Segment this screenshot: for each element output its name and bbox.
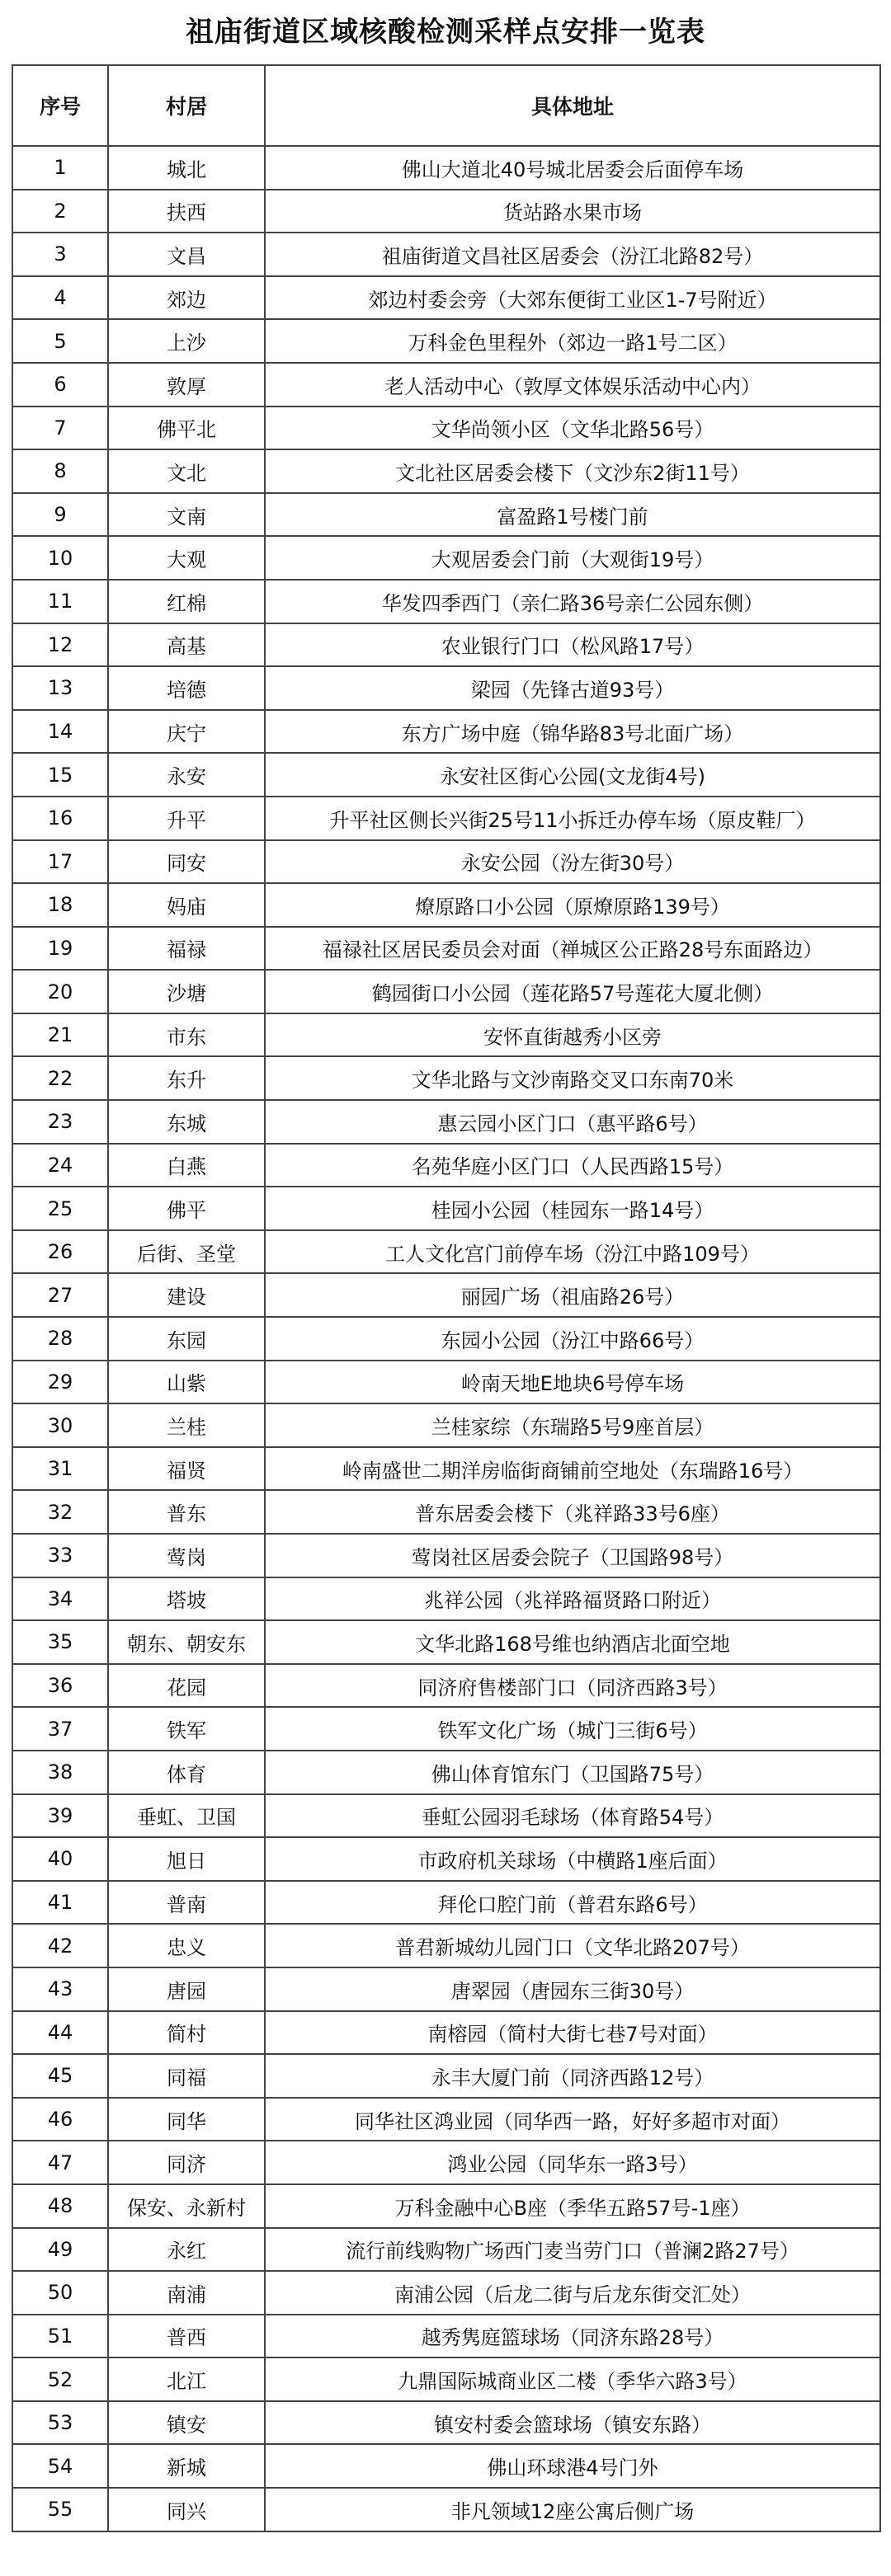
table-row [12, 276, 880, 320]
row-number-cell: 52 [12, 2357, 108, 2401]
row-number-cell: 39 [12, 1794, 108, 1838]
row-number-cell: 45 [12, 2054, 108, 2098]
table-row [12, 190, 880, 233]
row-number-cell: 9 [12, 493, 108, 537]
table-row [12, 363, 880, 407]
address-cell: 祖庙街道文昌社区居委会（汾江北路82号） [265, 233, 880, 276]
page-title: 祖庙街道区域核酸检测采样点安排一览表 [186, 16, 705, 49]
address-cell: 莺岗社区居委会院子（卫国路98号） [265, 1534, 880, 1577]
table-row [12, 666, 880, 710]
village-cell: 简村 [108, 2011, 265, 2055]
sampling-sites-table [12, 64, 881, 2532]
village-cell: 福贤 [108, 1447, 265, 1491]
address-cell: 文华尚领小区（文华北路56号） [265, 407, 880, 450]
address-cell: 大观居委会门前（大观街19号） [265, 536, 880, 580]
village-cell: 北江 [108, 2357, 265, 2401]
row-number-cell: 17 [12, 840, 108, 884]
row-number-cell: 50 [12, 2271, 108, 2315]
village-cell: 建设 [108, 1273, 265, 1317]
village-cell: 高基 [108, 623, 265, 667]
address-cell: 名苑华庭小区门口（人民西路15号） [265, 1144, 880, 1187]
village-cell: 旭日 [108, 1837, 265, 1881]
row-number-cell: 53 [12, 2401, 108, 2445]
village-cell: 花园 [108, 1664, 265, 1708]
village-cell: 垂虹、卫国 [108, 1794, 265, 1838]
table-row [12, 1664, 880, 1708]
address-cell: 垂虹公园羽毛球场（体育路54号） [265, 1794, 880, 1838]
address-cell: 郊边村委会旁（大郊东便街工业区1-7号附近） [265, 276, 880, 320]
village-cell: 同济 [108, 2141, 265, 2184]
address-cell: 工人文化宫门前停车场（汾江中路109号） [265, 1230, 880, 1274]
row-number-cell: 46 [12, 2098, 108, 2141]
village-cell: 同福 [108, 2054, 265, 2098]
village-cell: 东城 [108, 1100, 265, 1144]
row-number-cell: 43 [12, 1967, 108, 2011]
row-number-cell: 15 [12, 753, 108, 797]
row-number-cell: 36 [12, 1664, 108, 1708]
row-number-cell: 23 [12, 1100, 108, 1144]
address-cell: 越秀隽庭篮球场（同济东路28号） [265, 2315, 880, 2358]
address-cell: 丽园广场（祖庙路26号） [265, 1273, 880, 1317]
row-number-cell: 55 [12, 2488, 108, 2531]
row-number-cell: 44 [12, 2011, 108, 2055]
header-address: 具体地址 [265, 65, 880, 146]
village-cell: 沙塘 [108, 970, 265, 1013]
address-cell: 同济府售楼部门口（同济西路3号） [265, 1664, 880, 1708]
address-cell: 安怀直街越秀小区旁 [265, 1013, 880, 1057]
table-row [12, 2054, 880, 2098]
table-row [12, 1013, 880, 1057]
village-cell: 普东 [108, 1490, 265, 1534]
table-row [12, 2141, 880, 2184]
table-row [12, 2271, 880, 2315]
address-cell: 老人活动中心（敦厚文体娱乐活动中心内） [265, 363, 880, 407]
village-cell: 文南 [108, 493, 265, 537]
address-cell: 九鼎国际城商业区二楼（季华六路3号） [265, 2357, 880, 2401]
village-cell: 福禄 [108, 927, 265, 971]
village-cell: 郊边 [108, 276, 265, 320]
address-cell: 华发四季西门（亲仁路36号亲仁公园东侧） [265, 580, 880, 623]
row-number-cell: 3 [12, 233, 108, 276]
address-cell: 鸿业公园（同华东一路3号） [265, 2141, 880, 2184]
village-cell: 庆宁 [108, 710, 265, 754]
address-cell: 佛山体育馆东门（卫国路75号） [265, 1751, 880, 1794]
address-cell: 南浦公园（后龙二街与后龙东街交汇处） [265, 2271, 880, 2315]
row-number-cell: 32 [12, 1490, 108, 1534]
table-row [12, 1837, 880, 1881]
address-cell: 鹤园街口小公园（莲花路57号莲花大厦北侧） [265, 970, 880, 1013]
table-row [12, 623, 880, 667]
village-cell: 朝东、朝安东 [108, 1620, 265, 1664]
table-row [12, 1967, 880, 2011]
row-number-cell: 35 [12, 1620, 108, 1664]
table-row [12, 2444, 880, 2488]
row-number-cell: 8 [12, 449, 108, 493]
row-number-cell: 24 [12, 1144, 108, 1187]
village-cell: 唐园 [108, 1967, 265, 2011]
table-row [12, 2315, 880, 2358]
village-cell: 升平 [108, 797, 265, 840]
row-number-cell: 48 [12, 2184, 108, 2228]
village-cell: 白燕 [108, 1144, 265, 1187]
address-cell: 非凡领域12座公寓后侧广场 [265, 2488, 880, 2531]
table-row [12, 1751, 880, 1794]
address-cell: 东园小公园（汾江中路66号） [265, 1317, 880, 1361]
address-cell: 文华北路168号维也纳酒店北面空地 [265, 1620, 880, 1664]
table-row [12, 1447, 880, 1491]
header-row [12, 65, 880, 146]
address-cell: 文华北路与文沙南路交叉口东南70米 [265, 1056, 880, 1100]
table-row [12, 1534, 880, 1577]
table-row [12, 2011, 880, 2055]
address-cell: 永安公园（汾左街30号） [265, 840, 880, 884]
table-row [12, 1403, 880, 1447]
village-cell: 敦厚 [108, 363, 265, 407]
table-row [12, 1056, 880, 1100]
table-row [12, 1707, 880, 1751]
table-row [12, 797, 880, 840]
village-cell: 永安 [108, 753, 265, 797]
village-cell: 镇安 [108, 2401, 265, 2445]
address-cell: 货站路水果市场 [265, 190, 880, 233]
table-row [12, 449, 880, 493]
village-cell: 佛平北 [108, 407, 265, 450]
row-number-cell: 14 [12, 710, 108, 754]
table-row [12, 2401, 880, 2445]
village-cell: 永红 [108, 2228, 265, 2272]
address-cell: 永丰大厦门前（同济西路12号） [265, 2054, 880, 2098]
address-cell: 铁军文化广场（城门三街6号） [265, 1707, 880, 1751]
table-row [12, 319, 880, 363]
row-number-cell: 11 [12, 580, 108, 623]
table-row [12, 1881, 880, 1925]
row-number-cell: 31 [12, 1447, 108, 1491]
address-cell: 市政府机关球场（中横路1座后面） [265, 1837, 880, 1881]
row-number-cell: 38 [12, 1751, 108, 1794]
row-number-cell: 4 [12, 276, 108, 320]
village-cell: 东升 [108, 1056, 265, 1100]
address-cell: 佛山大道北40号城北居委会后面停车场 [265, 146, 880, 190]
village-cell: 扶西 [108, 190, 265, 233]
row-number-cell: 5 [12, 319, 108, 363]
village-cell: 兰桂 [108, 1403, 265, 1447]
table-row [12, 2488, 880, 2531]
address-cell: 同华社区鸿业园（同华西一路，好好多超市对面） [265, 2098, 880, 2141]
row-number-cell: 37 [12, 1707, 108, 1751]
table-row [12, 710, 880, 754]
village-cell: 莺岗 [108, 1534, 265, 1577]
table-row [12, 407, 880, 450]
village-cell: 塔坡 [108, 1577, 265, 1621]
row-number-cell: 26 [12, 1230, 108, 1274]
row-number-cell: 30 [12, 1403, 108, 1447]
row-number-cell: 13 [12, 666, 108, 710]
table-row [12, 2184, 880, 2228]
table-row [12, 970, 880, 1013]
table-row [12, 1187, 880, 1230]
address-cell: 唐翠园（唐园东三街30号） [265, 1967, 880, 2011]
row-number-cell: 34 [12, 1577, 108, 1621]
row-number-cell: 2 [12, 190, 108, 233]
address-cell: 流行前线购物广场西门麦当劳门口（普澜2路27号） [265, 2228, 880, 2272]
table-row [12, 840, 880, 884]
table-row [12, 233, 880, 276]
table-body [12, 146, 880, 2531]
row-number-cell: 18 [12, 883, 108, 927]
row-number-cell: 25 [12, 1187, 108, 1230]
village-cell: 铁军 [108, 1707, 265, 1751]
address-cell: 岭南天地E地块6号停车场 [265, 1361, 880, 1404]
table-row [12, 580, 880, 623]
village-cell: 南浦 [108, 2271, 265, 2315]
header-no: 序号 [12, 65, 108, 146]
address-cell: 惠云园小区门口（惠平路6号） [265, 1100, 880, 1144]
row-number-cell: 49 [12, 2228, 108, 2272]
row-number-cell: 51 [12, 2315, 108, 2358]
table-row [12, 1794, 880, 1838]
row-number-cell: 21 [12, 1013, 108, 1057]
village-cell: 同安 [108, 840, 265, 884]
table-row [12, 536, 880, 580]
row-number-cell: 41 [12, 1881, 108, 1925]
table-row [12, 2357, 880, 2401]
table-row [12, 1490, 880, 1534]
table-row [12, 146, 880, 190]
row-number-cell: 27 [12, 1273, 108, 1317]
address-cell: 富盈路1号楼门前 [265, 493, 880, 537]
address-cell: 万科金融中心B座（季华五路57号-1座） [265, 2184, 880, 2228]
address-cell: 南榕园（简村大街七巷7号对面） [265, 2011, 880, 2055]
row-number-cell: 16 [12, 797, 108, 840]
address-cell: 永安社区街心公园(文龙街4号) [265, 753, 880, 797]
village-cell: 培德 [108, 666, 265, 710]
address-cell: 东方广场中庭（锦华路83号北面广场） [265, 710, 880, 754]
row-number-cell: 7 [12, 407, 108, 450]
village-cell: 市东 [108, 1013, 265, 1057]
village-cell: 后街、圣堂 [108, 1230, 265, 1274]
address-cell: 普君新城幼儿园门口（文华北路207号） [265, 1924, 880, 1967]
table-row [12, 493, 880, 537]
header-village: 村居 [108, 65, 265, 146]
table-row [12, 1273, 880, 1317]
table-row [12, 1924, 880, 1967]
row-number-cell: 54 [12, 2444, 108, 2488]
village-cell: 红棉 [108, 580, 265, 623]
table-row [12, 1577, 880, 1621]
row-number-cell: 6 [12, 363, 108, 407]
address-cell: 文北社区居委会楼下（文沙东2街11号） [265, 449, 880, 493]
village-cell: 文北 [108, 449, 265, 493]
table-row [12, 883, 880, 927]
table-row [12, 927, 880, 971]
address-cell: 燎原路口小公园（原燎原路139号） [265, 883, 880, 927]
village-cell: 忠义 [108, 1924, 265, 1967]
village-cell: 东园 [108, 1317, 265, 1361]
village-cell: 同华 [108, 2098, 265, 2141]
address-cell: 兆祥公园（兆祥路福贤路口附近） [265, 1577, 880, 1621]
village-cell: 城北 [108, 146, 265, 190]
address-cell: 福禄社区居民委员会对面（禅城区公正路28号东面路边） [265, 927, 880, 971]
village-cell: 体育 [108, 1751, 265, 1794]
address-cell: 佛山环球港4号门外 [265, 2444, 880, 2488]
address-cell: 普东居委会楼下（兆祥路33号6座） [265, 1490, 880, 1534]
address-cell: 拜伦口腔门前（普君东路6号） [265, 1881, 880, 1925]
table-row [12, 753, 880, 797]
address-cell: 梁园（先锋古道93号） [265, 666, 880, 710]
village-cell: 保安、永新村 [108, 2184, 265, 2228]
table-row [12, 1361, 880, 1404]
village-cell: 文昌 [108, 233, 265, 276]
row-number-cell: 1 [12, 146, 108, 190]
row-number-cell: 40 [12, 1837, 108, 1881]
row-number-cell: 22 [12, 1056, 108, 1100]
table-row [12, 1230, 880, 1274]
row-number-cell: 29 [12, 1361, 108, 1404]
table-row [12, 1100, 880, 1144]
address-cell: 升平社区侧长兴街25号11小拆迁办停车场（原皮鞋厂） [265, 797, 880, 840]
village-cell: 同兴 [108, 2488, 265, 2531]
table-row [12, 2098, 880, 2141]
row-number-cell: 47 [12, 2141, 108, 2184]
address-cell: 兰桂家综（东瑞路5号9座首层） [265, 1403, 880, 1447]
row-number-cell: 10 [12, 536, 108, 580]
row-number-cell: 12 [12, 623, 108, 667]
address-cell: 岭南盛世二期洋房临街商铺前空地处（东瑞路16号） [265, 1447, 880, 1491]
village-cell: 新城 [108, 2444, 265, 2488]
row-number-cell: 19 [12, 927, 108, 971]
row-number-cell: 33 [12, 1534, 108, 1577]
village-cell: 大观 [108, 536, 265, 580]
address-cell: 农业银行门口（松风路17号） [265, 623, 880, 667]
row-number-cell: 28 [12, 1317, 108, 1361]
village-cell: 普西 [108, 2315, 265, 2358]
row-number-cell: 42 [12, 1924, 108, 1967]
village-cell: 山紫 [108, 1361, 265, 1404]
village-cell: 佛平 [108, 1187, 265, 1230]
table-row [12, 2228, 880, 2272]
address-cell: 镇安村委会篮球场（镇安东路） [265, 2401, 880, 2445]
village-cell: 普南 [108, 1881, 265, 1925]
table-header [12, 65, 880, 146]
village-cell: 上沙 [108, 319, 265, 363]
table-row [12, 1144, 880, 1187]
table-row [12, 1620, 880, 1664]
address-cell: 万科金色里程外（郊边一路1号二区） [265, 319, 880, 363]
table-row [12, 1317, 880, 1361]
address-cell: 桂园小公园（桂园东一路14号） [265, 1187, 880, 1230]
village-cell: 妈庙 [108, 883, 265, 927]
row-number-cell: 20 [12, 970, 108, 1013]
